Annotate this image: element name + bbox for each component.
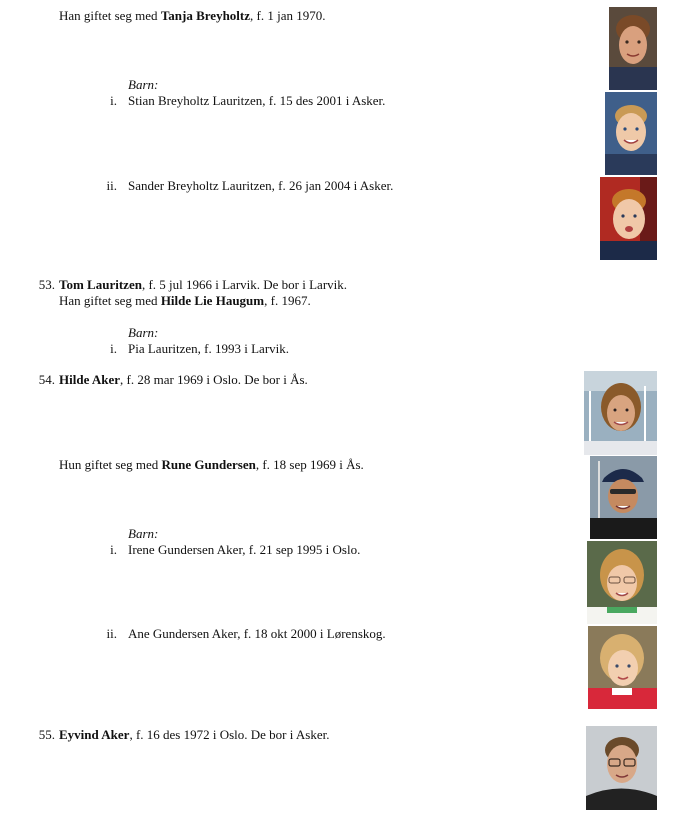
child-entry-stian: Stian Breyholtz Lauritzen, f. 15 des 2001 i Asker.: [128, 93, 386, 108]
spouse-name: Hilde Lie Haugum: [160, 293, 265, 308]
portrait-eyvind: [586, 726, 657, 810]
spouse-line-tanja: [59, 8, 326, 24]
spouse-prefix: Han giftet seg med: [59, 8, 161, 23]
person-details: , f. 28 mar 1969 i Oslo. De bor i Ås.: [120, 372, 308, 387]
child-entry-irene: Irene Gundersen Aker, f. 21 sep 1995 i Oslo.: [128, 542, 361, 557]
person-name: Hilde Aker: [59, 372, 121, 387]
spouse-name: Rune Gundersen: [161, 457, 256, 472]
portrait-stian: [605, 92, 657, 175]
children-heading: Barn:: [128, 526, 159, 541]
child-number: ii.: [106, 178, 117, 193]
child-entry-pia: Pia Lauritzen, f. 1993 i Larvik.: [128, 341, 290, 356]
spouse-birth: , f. 1 jan 1970.: [250, 8, 326, 23]
spouse-birth: , f. 1967.: [264, 293, 311, 308]
spouse-line-rune: [59, 457, 364, 473]
portrait-ane: [588, 626, 657, 709]
portrait-sander: [600, 177, 657, 260]
children-heading: Barn:: [128, 77, 159, 92]
spouse-line-hilde-lie: [59, 293, 311, 309]
spouse-prefix: Han giftet seg med: [59, 293, 161, 308]
person-line-tom: [59, 277, 347, 293]
child-entry-ane: Ane Gundersen Aker, f. 18 okt 2000 i Lørenskog.: [128, 626, 386, 641]
person-details: , f. 5 jul 1966 i Larvik. De bor i Larvik.: [141, 277, 348, 292]
child-entry-sander: Sander Breyholtz Lauritzen, f. 26 jan 2004 i Asker.: [128, 178, 394, 193]
portrait-irene: [587, 541, 657, 624]
spouse-prefix: Hun giftet seg med: [59, 457, 162, 472]
child-number: ii.: [106, 626, 117, 641]
person-line-hilde-aker: [59, 372, 308, 388]
child-number: i.: [110, 542, 117, 557]
person-name: Tom Lauritzen: [59, 277, 142, 292]
person-name: Eyvind Aker: [59, 727, 130, 742]
entry-number: 53.: [38, 277, 55, 292]
entry-number: 54.: [38, 372, 55, 387]
child-number: i.: [110, 341, 117, 356]
portrait-hilde: [584, 371, 657, 455]
person-details: , f. 16 des 1972 i Oslo. De bor i Asker.: [129, 727, 330, 742]
portrait-rune: [590, 456, 657, 539]
spouse-name: Tanja Breyholtz: [160, 8, 251, 23]
entry-number: 55.: [38, 727, 55, 742]
child-number: i.: [110, 93, 117, 108]
portrait-tanja: [609, 7, 657, 90]
person-line-eyvind: [59, 727, 329, 743]
children-heading: Barn:: [128, 325, 159, 340]
spouse-birth: , f. 18 sep 1969 i Ås.: [255, 457, 364, 472]
